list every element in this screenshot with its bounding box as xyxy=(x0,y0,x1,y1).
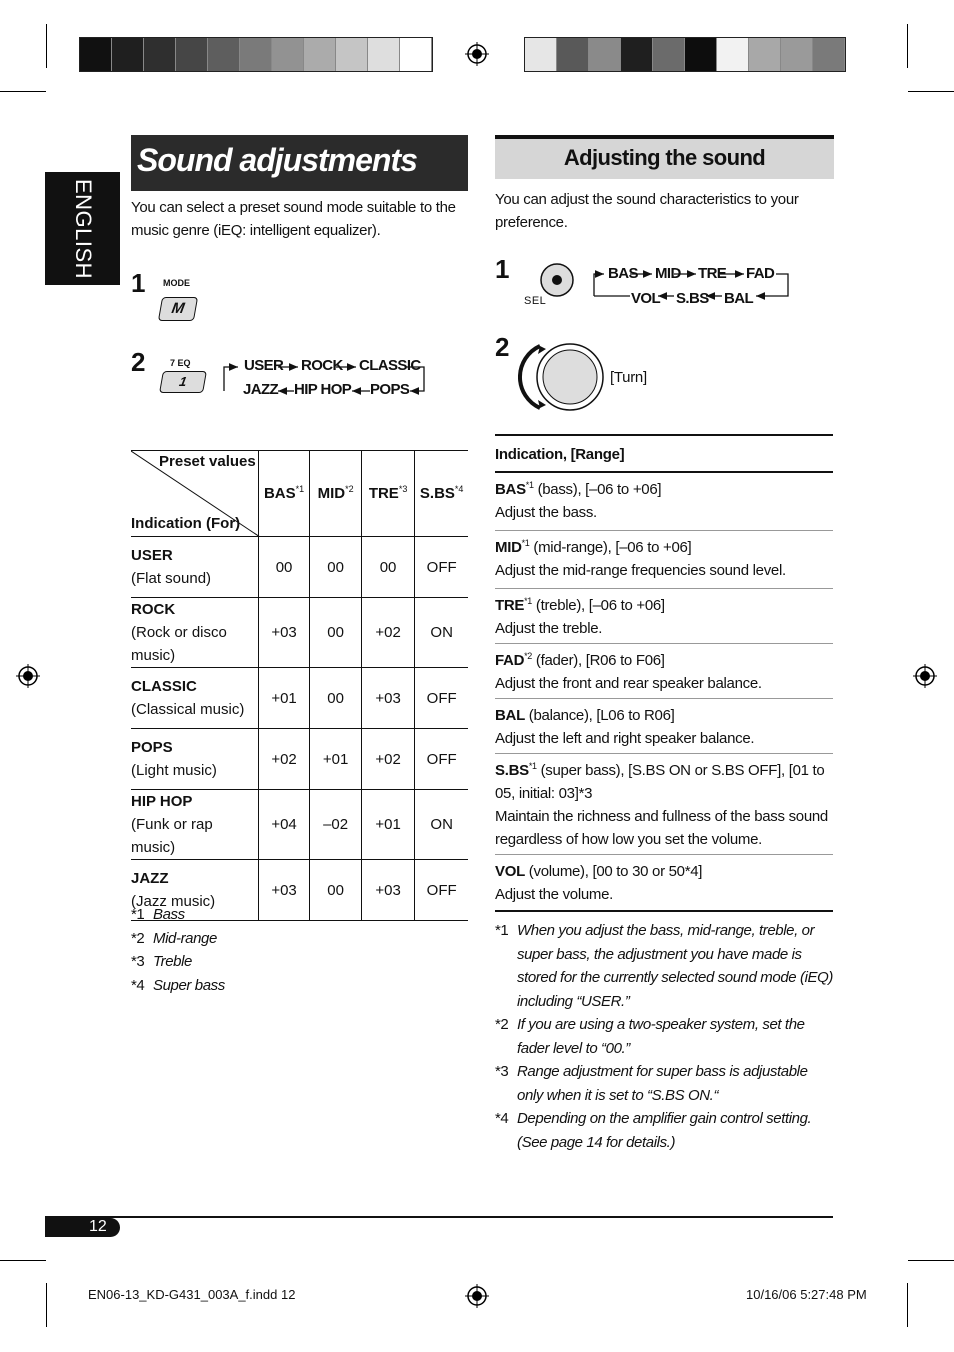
row-desc: (Classical music) xyxy=(131,701,245,718)
indication-name: MID xyxy=(495,539,522,556)
indication-name: FAD xyxy=(495,652,525,669)
flow-item: BAS xyxy=(608,265,638,282)
indication-desc: Adjust the mid-range frequencies sound level. xyxy=(495,562,786,579)
footnote xyxy=(131,927,461,951)
divider xyxy=(495,434,833,436)
table-cell: +01 xyxy=(258,668,310,729)
indication-name: BAL xyxy=(495,707,525,724)
color-swatch xyxy=(685,38,717,71)
row-name: JAZZ xyxy=(131,870,169,887)
indication-desc: Adjust the treble. xyxy=(495,620,603,637)
footnote-mark: *4 xyxy=(131,976,145,994)
step-number: 1 xyxy=(131,268,146,298)
color-swatch xyxy=(621,38,653,71)
indication-range: (balance), [L06 to R06] xyxy=(524,707,675,724)
registration-mark-icon xyxy=(465,42,489,66)
flow-item: MID xyxy=(655,265,681,282)
header-note: *2 xyxy=(345,484,354,494)
crop-mark xyxy=(908,91,954,92)
color-swatch xyxy=(112,38,144,71)
table-cell: +02 xyxy=(361,598,414,668)
sel-button-icon[interactable] xyxy=(539,262,575,298)
row-label-cell xyxy=(131,668,258,729)
footnote xyxy=(495,1107,835,1154)
eq-button[interactable] xyxy=(159,371,207,393)
color-swatch xyxy=(336,38,368,71)
table-row xyxy=(131,598,468,668)
color-swatch xyxy=(813,38,845,71)
right-footnotes xyxy=(495,919,835,1154)
row-name: POPS xyxy=(131,739,173,756)
list-header: Indication, [Range] xyxy=(495,446,625,463)
crop-mark xyxy=(908,1260,954,1261)
table-cell: 00 xyxy=(310,668,361,729)
divider xyxy=(495,854,833,855)
footnote-text: When you adjust the bass, mid-range, treble, or super bass, the adjustment you have made is stored for the currently selected sound mode (iEQ) including “USER.” xyxy=(517,922,833,1010)
eq-button-label: 1 xyxy=(178,374,189,389)
table-cell: +01 xyxy=(361,790,414,860)
table-cell: +02 xyxy=(361,729,414,790)
header-name: MID xyxy=(317,485,346,502)
table-header xyxy=(361,451,414,537)
table-cell: +04 xyxy=(258,790,310,860)
table-cell: 00 xyxy=(361,537,414,598)
row-name: CLASSIC xyxy=(131,678,197,695)
registration-mark-icon xyxy=(16,664,40,688)
footnote-text: Depending on the amplifier gain control setting. (See page 14 for details.) xyxy=(517,1110,812,1151)
footnote xyxy=(495,919,835,1013)
color-swatch xyxy=(240,38,272,71)
header-note: *1 xyxy=(295,484,305,494)
page-number: 12 xyxy=(89,1218,107,1235)
registration-mark-icon xyxy=(913,664,937,688)
table-cell: +01 xyxy=(310,729,361,790)
header-name: BAS xyxy=(263,485,296,502)
header-note: *4 xyxy=(454,484,464,494)
section-title: Adjusting the sound xyxy=(563,145,766,170)
flow-item: HIP HOP xyxy=(294,381,352,398)
row-label-cell xyxy=(131,790,258,860)
flow-item: POPS xyxy=(370,381,410,398)
footnote-mark: *1 xyxy=(131,906,145,923)
table-cell: 00 xyxy=(310,598,361,668)
indication-range: (fader), [R06 to F06] xyxy=(532,652,665,669)
slug-date: 10/16/06 5:27:48 PM xyxy=(746,1287,867,1302)
table-cell: –02 xyxy=(310,790,361,860)
crop-mark xyxy=(0,91,46,92)
indication-range: (mid-range), [–06 to +06] xyxy=(529,539,692,556)
row-desc: (Flat sound) xyxy=(131,570,212,587)
header-note: *3 xyxy=(398,484,408,494)
page-number-tab xyxy=(45,1218,120,1237)
crop-mark xyxy=(0,1260,46,1261)
row-label-cell xyxy=(131,729,258,790)
row-desc: (Jazz music) xyxy=(131,893,216,910)
footnote-text: Super bass xyxy=(153,976,225,994)
indication-note: *1 xyxy=(524,596,533,606)
footnote xyxy=(131,950,461,974)
footnote xyxy=(131,974,461,998)
table-row xyxy=(131,790,468,860)
indication-range: (super bass), [S.BS ON or S.BS OFF], [01 to 05, initial: 03]*3 xyxy=(495,762,825,802)
footnote-mark: *2 xyxy=(131,929,145,947)
color-swatch xyxy=(144,38,176,71)
corner-top-label: Preset values xyxy=(159,453,256,470)
table-row xyxy=(131,729,468,790)
eq-key-label: 7 EQ xyxy=(170,358,191,368)
flow-item: BAL xyxy=(724,290,754,307)
color-bar-right xyxy=(524,37,846,72)
header-name: TRE xyxy=(368,485,399,502)
indication-item xyxy=(495,478,833,524)
color-swatch xyxy=(208,38,240,71)
row-label-cell xyxy=(131,537,258,598)
intro-text: You can adjust the sound characteristics to your preference. xyxy=(495,191,799,231)
table-cell: 00 xyxy=(258,537,310,598)
color-swatch xyxy=(749,38,781,71)
table-header xyxy=(310,451,361,537)
table-cell: 00 xyxy=(310,860,361,921)
footnote-text: Range adjustment for super bass is adjustable only when it is set to “S.BS ON.“ xyxy=(517,1063,808,1104)
flow-item: VOL xyxy=(631,290,661,307)
table-row xyxy=(131,668,468,729)
indication-desc: Adjust the volume. xyxy=(495,886,613,903)
row-desc: (Funk or rap music) xyxy=(131,816,213,856)
color-swatch xyxy=(176,38,208,71)
color-swatch xyxy=(400,38,432,71)
turn-label: [Turn] xyxy=(610,369,647,386)
crop-mark xyxy=(46,1283,47,1327)
table-cell: ON xyxy=(415,790,468,860)
slug-file: EN06-13_KD-G431_003A_f.indd 12 xyxy=(88,1287,296,1302)
divider xyxy=(495,588,833,589)
table-cell: +03 xyxy=(361,668,414,729)
row-name: HIP HOP xyxy=(131,793,193,810)
color-swatch xyxy=(589,38,621,71)
table-cell: OFF xyxy=(415,668,468,729)
color-swatch xyxy=(304,38,336,71)
color-swatch xyxy=(525,38,557,71)
color-swatch xyxy=(717,38,749,71)
indication-note: *2 xyxy=(524,651,533,661)
page-title: Sound adjustments xyxy=(137,142,417,178)
indication-desc: Maintain the richness and fullness of the bass sound regardless of how low you set the volume. xyxy=(495,808,828,848)
footnote-mark: *2 xyxy=(495,1016,509,1033)
color-swatch xyxy=(80,38,112,71)
table-cell: OFF xyxy=(415,860,468,921)
footnote-mark: *3 xyxy=(131,953,145,970)
footnote-text: Bass xyxy=(153,906,185,923)
color-swatch xyxy=(653,38,685,71)
step-number: 2 xyxy=(131,347,146,377)
indication-name: TRE xyxy=(495,597,525,614)
sel-label: SEL xyxy=(524,295,547,307)
footnote-mark: *1 xyxy=(495,922,509,939)
color-swatch xyxy=(272,38,304,71)
language-tab-label: ENGLISH xyxy=(70,178,96,279)
section-title-bar xyxy=(131,135,468,191)
flow-item: S.BS xyxy=(676,290,709,307)
preset-values-table xyxy=(131,450,468,921)
indication-name: BAS xyxy=(495,481,526,498)
footnote-mark: *4 xyxy=(495,1110,509,1127)
divider xyxy=(495,643,833,644)
indication-item xyxy=(495,704,833,750)
indication-desc: Adjust the left and right speaker balance. xyxy=(495,730,755,747)
footnote xyxy=(495,1060,835,1107)
step-number: 2 xyxy=(495,332,510,362)
footnote-text: Mid-range xyxy=(153,929,217,947)
footer-rule xyxy=(45,1216,833,1218)
mode-button[interactable] xyxy=(158,297,198,321)
row-desc: (Light music) xyxy=(131,762,217,779)
intro-text: You can select a preset sound mode suitable to the music genre (iEQ: intelligent equalizer). xyxy=(131,199,456,239)
indication-note: *1 xyxy=(528,761,537,771)
flow-item: TRE xyxy=(698,265,727,282)
indication-name: VOL xyxy=(495,863,525,880)
table-cell: 00 xyxy=(310,537,361,598)
table-cell: OFF xyxy=(415,729,468,790)
color-bar-left xyxy=(79,37,433,72)
indication-desc: Adjust the front and rear speaker balance. xyxy=(495,675,762,692)
footnote xyxy=(131,903,461,927)
indication-item xyxy=(495,860,833,906)
flow-item: FAD xyxy=(746,265,775,282)
table-cell: ON xyxy=(415,598,468,668)
indication-desc: Adjust the bass. xyxy=(495,504,597,521)
flow-item: JAZZ xyxy=(243,381,279,398)
section-title-bar xyxy=(495,135,834,179)
table-cell: OFF xyxy=(415,537,468,598)
divider xyxy=(495,530,833,531)
registration-mark-icon xyxy=(465,1284,489,1308)
color-swatch xyxy=(368,38,400,71)
footnote-text: If you are using a two-speaker system, set the fader level to “00.” xyxy=(517,1016,805,1057)
table-header xyxy=(415,451,468,537)
crop-mark xyxy=(907,24,908,68)
header-name: S.BS xyxy=(419,485,455,502)
mode-button-label: M xyxy=(170,300,186,317)
divider xyxy=(495,471,833,473)
indication-range: (treble), [–06 to +06] xyxy=(532,597,665,614)
table-cell: +03 xyxy=(258,860,310,921)
row-name: USER xyxy=(131,547,173,564)
indication-item xyxy=(495,649,833,695)
color-swatch xyxy=(557,38,589,71)
crop-mark xyxy=(46,24,47,68)
divider xyxy=(495,910,833,912)
indication-note: *1 xyxy=(525,480,534,490)
crop-mark xyxy=(907,1283,908,1327)
indication-item xyxy=(495,594,833,640)
footnote-text: Treble xyxy=(153,953,193,970)
flow-item: CLASSIC xyxy=(359,357,421,374)
corner-bottom-label: Indication (For) xyxy=(131,515,241,532)
flow-item: ROCK xyxy=(301,357,343,374)
row-name: ROCK xyxy=(131,601,176,618)
language-tab xyxy=(45,172,120,285)
table-cell: +03 xyxy=(361,860,414,921)
divider xyxy=(495,698,833,699)
footnote xyxy=(495,1013,835,1060)
control-dial-icon[interactable] xyxy=(518,340,608,412)
indication-item xyxy=(495,759,833,851)
divider xyxy=(495,753,833,754)
indication-range: (volume), [00 to 30 or 50*4] xyxy=(524,863,703,880)
table-cell: +03 xyxy=(258,598,310,668)
mode-key-label: MODE xyxy=(163,278,190,288)
row-desc: (Rock or disco music) xyxy=(131,624,227,664)
indication-note: *1 xyxy=(521,538,530,548)
table-cell: +02 xyxy=(258,729,310,790)
table-header xyxy=(258,451,310,537)
indication-item xyxy=(495,536,833,582)
row-label-cell xyxy=(131,598,258,668)
footnote-mark: *3 xyxy=(495,1063,509,1080)
left-footnotes xyxy=(131,903,461,997)
indication-name: S.BS xyxy=(495,762,529,779)
flow-item: USER xyxy=(244,357,284,374)
step-number: 1 xyxy=(495,254,510,284)
indication-range: (bass), [–06 to +06] xyxy=(533,481,662,498)
color-swatch xyxy=(781,38,813,71)
table-row xyxy=(131,537,468,598)
table-corner-cell xyxy=(131,451,258,537)
